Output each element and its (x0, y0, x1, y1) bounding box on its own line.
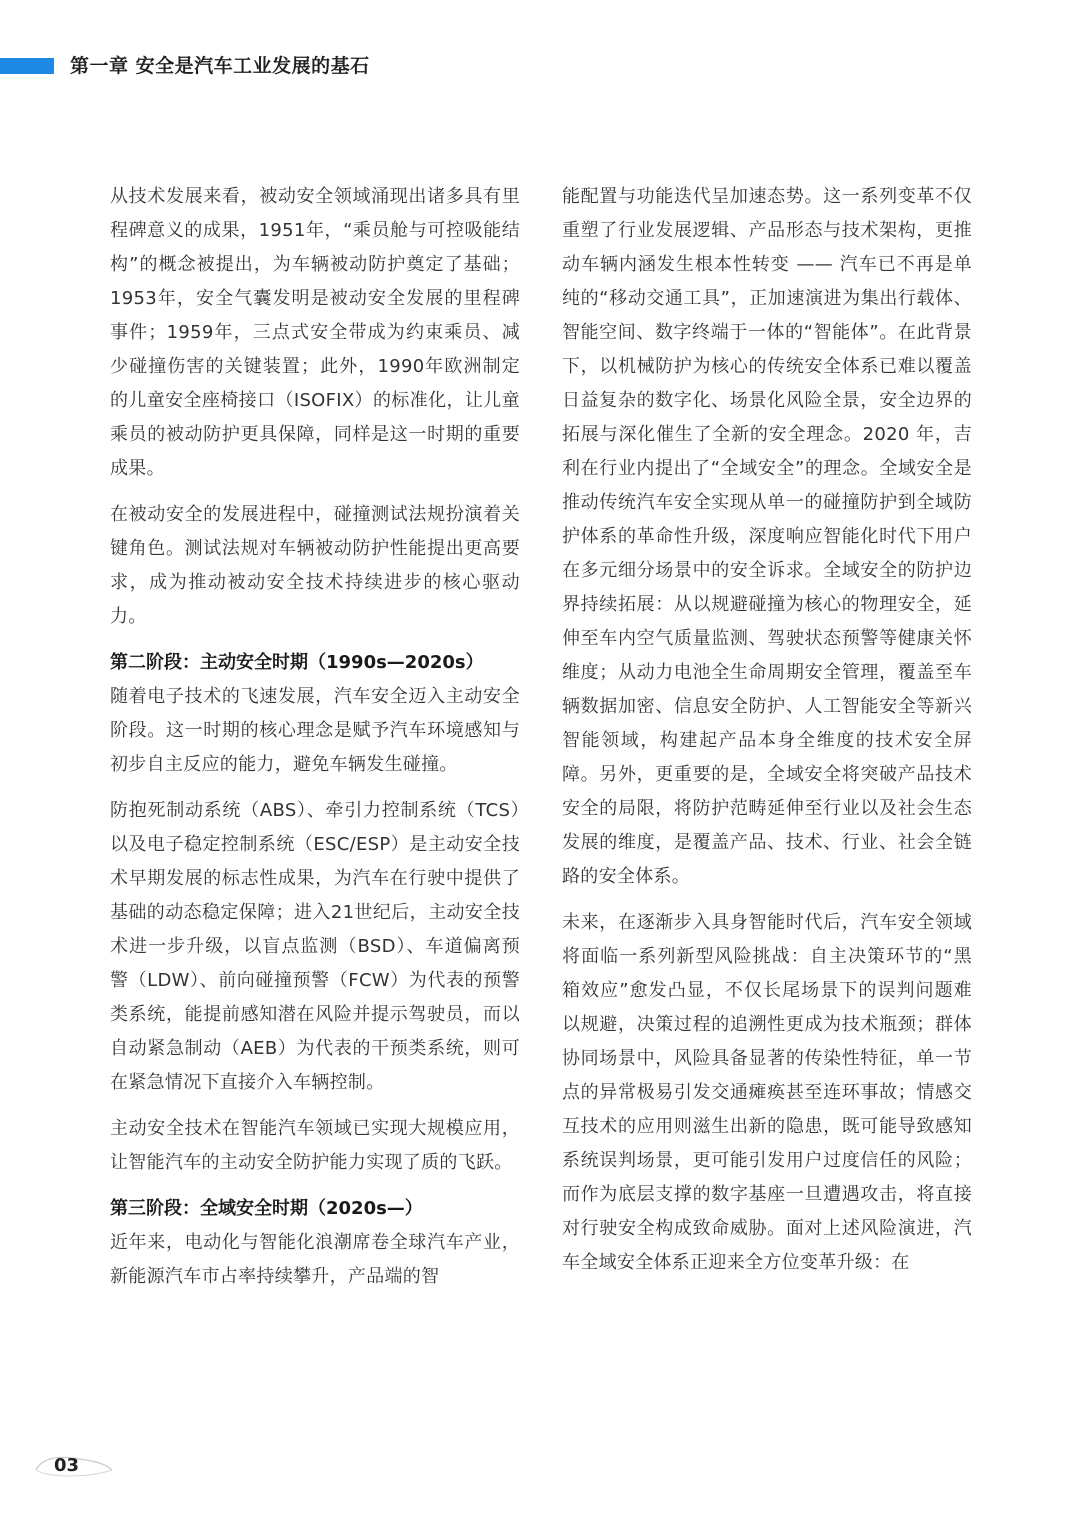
paragraph-embodied-intelligence-risks: 未来，在逐渐步入具身智能时代后，汽车安全领域将面临一系列新型风险挑战：自主决策环节的“黑箱效应”愈发凸显，不仅长尾场景下的误判问题难以规避，决策过程的追溯性更成为技术瓶颈；群体协同场景中，风险具备显著的传染性特征，单一节点的异常极易引发交通瘫痪甚至连环事故；情感交互技术的应用则滋生出新的隐患，既可能导致感知系统误判场景，更可能引发用户过度信任的风险；而作为底层支撑的数字基座一旦遭遇攻击，将直接对行驶安全构成致命威胁。面对上述风险演进，汽车全域安全体系正迎来全方位变革升级：在 (562, 912, 972, 1273)
left-column (110, 180, 520, 1294)
paragraph-full-domain-safety: 能配置与功能迭代呈加速态势。这一系列变革不仅重塑了行业发展逻辑、产品形态与技术架构，更推动车辆内涵发生根本性转变 —— 汽车已不再是单纯的“移动交通工具”，正加速演进为集出行载体、智能空间、数字终端于一体的“智能体”。在此背景下，以机械防护为核心的传统安全体系已难以覆盖日益复杂的数字化、场景化风险全景，安全边界的拓展与深化催生了全新的安全理念。2020 年，吉利在行业内提出了“全域安全”的理念。全域安全是推动传统汽车安全实现从单一的碰撞防护到全域防护体系的革命性升级，深度响应智能化时代下用户在多元细分场景中的安全诉求。全域安全的防护边界持续拓展：从以规避碰撞为核心的物理安全，延伸至车内空气质量监测、驾驶状态预警等健康关怀维度；从动力电池全生命周期安全管理，覆盖至车辆数据加密、信息安全防护、人工智能安全等新兴智能领域，构建起产品本身全维度的技术安全屏障。另外，更重要的是，全域安全将突破产品技术安全的局限，将防护范畴延伸至行业以及社会生态发展的维度，是覆盖产品、技术、行业、社会全链路的安全体系。 (562, 186, 972, 887)
section-heading-stage-two: 第二阶段：主动安全时期（1990s—2020s） (110, 652, 484, 673)
chapter-accent-bar (0, 58, 54, 74)
paragraph-full-domain-intro: 近年来，电动化与智能化浪潮席卷全球汽车产业，新能源汽车市占率持续攀升，产品端的智 (110, 1232, 520, 1287)
paragraph-passive-safety-milestones: 从技术发展来看，被动安全领域涌现出诸多具有里程碑意义的成果，1951年，“乘员舱与可控吸能结构”的概念被提出，为车辆被动防护奠定了基础；1953年，安全气囊发明是被动安全发展的里程碑事件；1959年，三点式安全带成为约束乘员、减少碰撞伤害的关键装置；此外，1990年欧洲制定的儿童安全座椅接口（ISOFIX）的标准化，让儿童乘员的被动防护更具保障，同样是这一时期的重要成果。 (110, 186, 520, 479)
paragraph-crash-test-regulations: 在被动安全的发展进程中，碰撞测试法规扮演着关键角色。测试法规对车辆被动防护性能提出更高要求，成为推动被动安全技术持续进步的核心驱动力。 (110, 504, 520, 627)
paragraph-active-safety-intro: 随着电子技术的飞速发展，汽车安全迈入主动安全阶段。这一时期的核心理念是赋予汽车环境感知与初步自主反应的能力，避免车辆发生碰撞。 (110, 686, 520, 775)
paragraph-active-safety-systems: 防抱死制动系统（ABS）、牵引力控制系统（TCS）以及电子稳定控制系统（ESC/ESP）是主动安全技术早期发展的标志性成果，为汽车在行驶中提供了基础的动态稳定保障；进入21世纪后，主动安全技术进一步升级，以盲点监测（BSD）、车道偏离预警（LDW）、前向碰撞预警（FCW）为代表的预警类系统，能提前感知潜在风险并提示驾驶员，而以自动紧急制动（AEB）为代表的干预类系统，则可在紧急情况下直接介入车辆控制。 (110, 800, 520, 1093)
section-heading-stage-three: 第三阶段：全域安全时期（2020s—） (110, 1198, 423, 1219)
chapter-title: 第一章 安全是汽车工业发展的基石 (70, 55, 370, 77)
page-number: 03 (54, 1455, 80, 1476)
right-column (562, 180, 972, 1280)
paragraph-active-safety-application: 主动安全技术在智能汽车领域已实现大规模应用，让智能汽车的主动安全防护能力实现了质的飞跃。 (110, 1118, 520, 1173)
